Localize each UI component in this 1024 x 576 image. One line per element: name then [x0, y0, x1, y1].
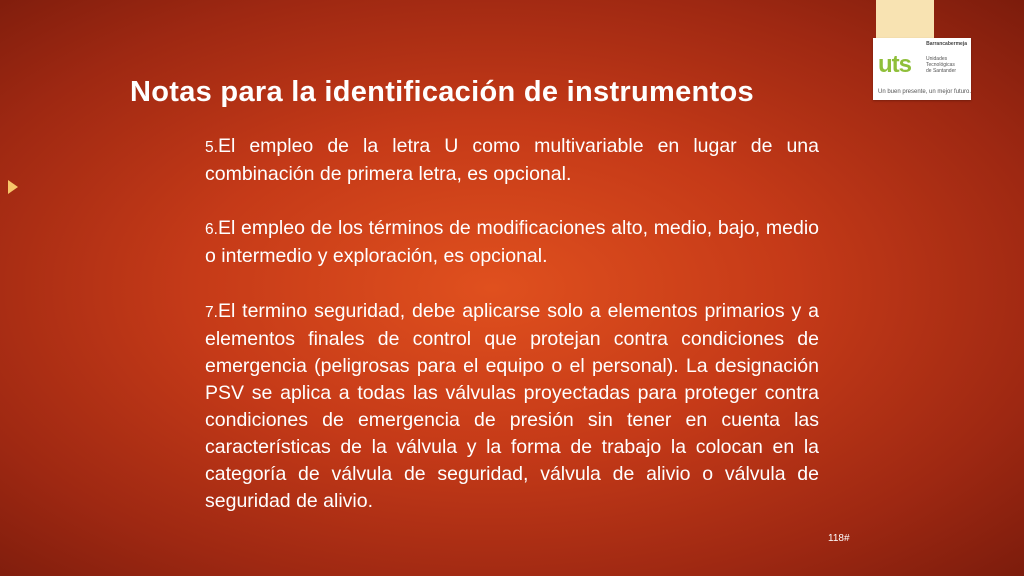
- logo-institution: [926, 56, 968, 74]
- note-item: [205, 298, 819, 515]
- note-text: El empleo de los términos de modificaciones alto, medio, bajo, medio o intermedio y exploración, es opcional.: [205, 217, 819, 267]
- slide-title: Notas para la identificación de instrumentos: [130, 76, 754, 108]
- bullet-arrow-icon: [8, 180, 18, 194]
- logo-institution-line: Unidades: [926, 56, 948, 62]
- note-text: El empleo de la letra U como multivariable en lugar de una combinación de primera letra, es opcional.: [205, 135, 819, 185]
- note-item: [205, 215, 819, 270]
- page-number: 118#: [828, 533, 850, 544]
- notes-body: [205, 133, 819, 515]
- logo-mark: uts: [878, 51, 911, 78]
- logo-institution-line: de Santander: [926, 68, 957, 74]
- logo-institution-line: Tecnológicas: [926, 62, 955, 68]
- uts-logo: [873, 38, 971, 100]
- logo-region: Barrancabermeja: [926, 41, 967, 47]
- note-number: 7.: [205, 304, 218, 321]
- logo-slogan: Un buen presente, un mejor futuro.: [878, 89, 972, 95]
- note-item: [205, 133, 819, 188]
- note-number: 5.: [205, 139, 218, 156]
- note-number: 6.: [205, 221, 218, 238]
- note-text: El termino seguridad, debe aplicarse solo a elementos primarios y a elementos finales de control que protejan contra condiciones de emergencia (peligrosas para el equipo o el personal). La designación PSV se aplica a todas las válvulas proyectadas para proteger contra condiciones de emergencia de presión sin tener en cuenta las características de la válvula y la forma de trabajo la colocan en la categoría de válvula de seguridad, válvula de alivio o válvula de seguridad de alivio.: [205, 300, 819, 512]
- logo-tab-decoration: [876, 0, 934, 38]
